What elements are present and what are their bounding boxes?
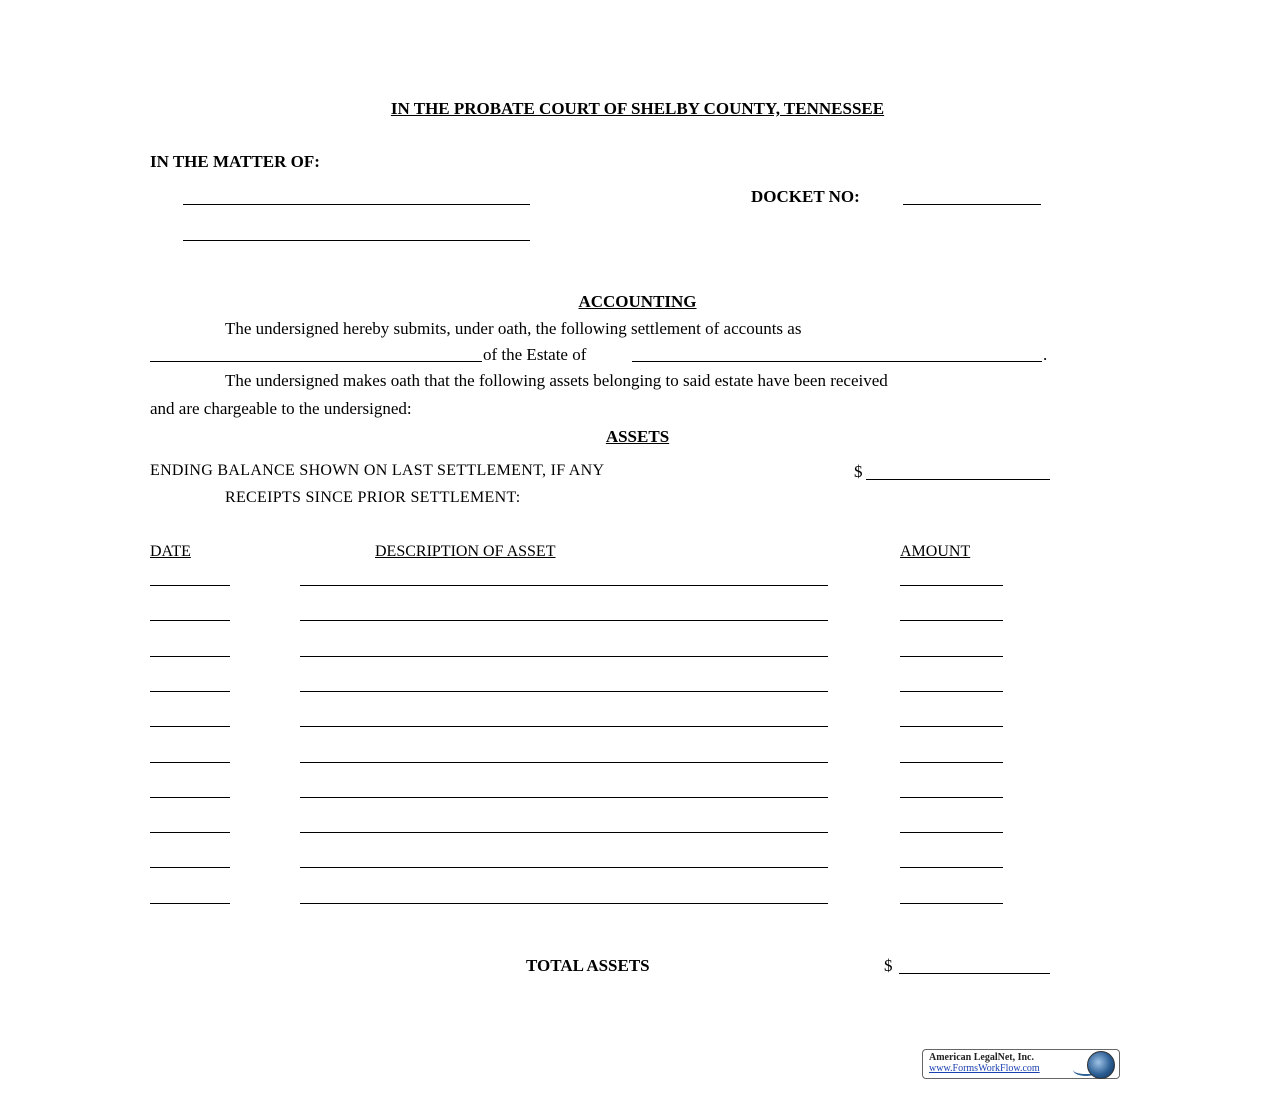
paragraph-1-line-1: The undersigned hereby submits, under oath, the following settlement of accounts as xyxy=(225,319,802,338)
description-field[interactable] xyxy=(300,797,828,798)
column-header-description: DESCRIPTION OF ASSET xyxy=(375,543,556,560)
description-field[interactable] xyxy=(300,762,828,763)
american-legalnet-logo[interactable] xyxy=(922,1049,1120,1079)
paragraph-2-line-2: and are chargeable to the undersigned: xyxy=(150,399,412,418)
date-field[interactable] xyxy=(150,620,230,621)
matter-label: IN THE MATTER OF: xyxy=(150,152,320,171)
table-row xyxy=(0,726,1275,727)
description-field[interactable] xyxy=(300,656,828,657)
logo-url-link[interactable]: www.FormsWorkFlow.com xyxy=(929,1063,1040,1074)
table-row xyxy=(0,585,1275,586)
ending-balance-label: ENDING BALANCE SHOWN ON LAST SETTLEMENT, IF ANY xyxy=(150,462,605,479)
logo-company-name: American LegalNet, Inc. xyxy=(929,1052,1034,1063)
assets-heading: ASSETS xyxy=(605,427,670,446)
amount-field[interactable] xyxy=(900,832,1003,833)
date-field[interactable] xyxy=(150,903,230,904)
docket-number-field[interactable] xyxy=(903,204,1041,205)
description-field[interactable] xyxy=(300,691,828,692)
date-field[interactable] xyxy=(150,691,230,692)
amount-field[interactable] xyxy=(900,726,1003,727)
globe-icon xyxy=(1087,1051,1115,1079)
table-row xyxy=(0,832,1275,833)
amount-field[interactable] xyxy=(900,656,1003,657)
amount-field[interactable] xyxy=(900,762,1003,763)
table-row xyxy=(0,867,1275,868)
total-assets-field[interactable] xyxy=(899,973,1050,974)
docket-label: DOCKET NO: xyxy=(751,187,860,206)
date-field[interactable] xyxy=(150,762,230,763)
description-field[interactable] xyxy=(300,585,828,586)
court-title: IN THE PROBATE COURT OF SHELBY COUNTY, TENNESSEE xyxy=(390,99,885,118)
amount-field[interactable] xyxy=(900,620,1003,621)
settlement-date-field[interactable] xyxy=(150,361,482,362)
matter-name-field-2[interactable] xyxy=(183,240,530,241)
description-field[interactable] xyxy=(300,867,828,868)
matter-name-field-1[interactable] xyxy=(183,204,530,205)
amount-field[interactable] xyxy=(900,797,1003,798)
date-field[interactable] xyxy=(150,726,230,727)
description-field[interactable] xyxy=(300,726,828,727)
accounting-heading: ACCOUNTING xyxy=(578,292,697,311)
amount-field[interactable] xyxy=(900,585,1003,586)
table-row xyxy=(0,797,1275,798)
total-assets-label: TOTAL ASSETS xyxy=(526,956,650,975)
amount-field[interactable] xyxy=(900,867,1003,868)
total-assets-currency: $ xyxy=(884,956,893,975)
column-header-amount: AMOUNT xyxy=(900,543,971,560)
receipts-label: RECEIPTS SINCE PRIOR SETTLEMENT: xyxy=(225,489,521,506)
description-field[interactable] xyxy=(300,832,828,833)
column-header-date: DATE xyxy=(150,543,191,560)
table-row xyxy=(0,656,1275,657)
amount-field[interactable] xyxy=(900,691,1003,692)
date-field[interactable] xyxy=(150,867,230,868)
date-field[interactable] xyxy=(150,797,230,798)
table-row xyxy=(0,762,1275,763)
ending-balance-field[interactable] xyxy=(866,479,1050,480)
date-field[interactable] xyxy=(150,585,230,586)
table-row xyxy=(0,620,1275,621)
estate-name-field[interactable] xyxy=(632,361,1042,362)
estate-of-text: of the Estate of xyxy=(483,345,587,364)
table-row xyxy=(0,691,1275,692)
paragraph-2-line-1: The undersigned makes oath that the following assets belonging to said estate have been received xyxy=(225,371,888,390)
ending-balance-currency: $ xyxy=(854,462,863,481)
paragraph-1-period: . xyxy=(1043,345,1048,364)
date-field[interactable] xyxy=(150,656,230,657)
description-field[interactable] xyxy=(300,903,828,904)
table-row xyxy=(0,903,1275,904)
description-field[interactable] xyxy=(300,620,828,621)
amount-field[interactable] xyxy=(900,903,1003,904)
date-field[interactable] xyxy=(150,832,230,833)
